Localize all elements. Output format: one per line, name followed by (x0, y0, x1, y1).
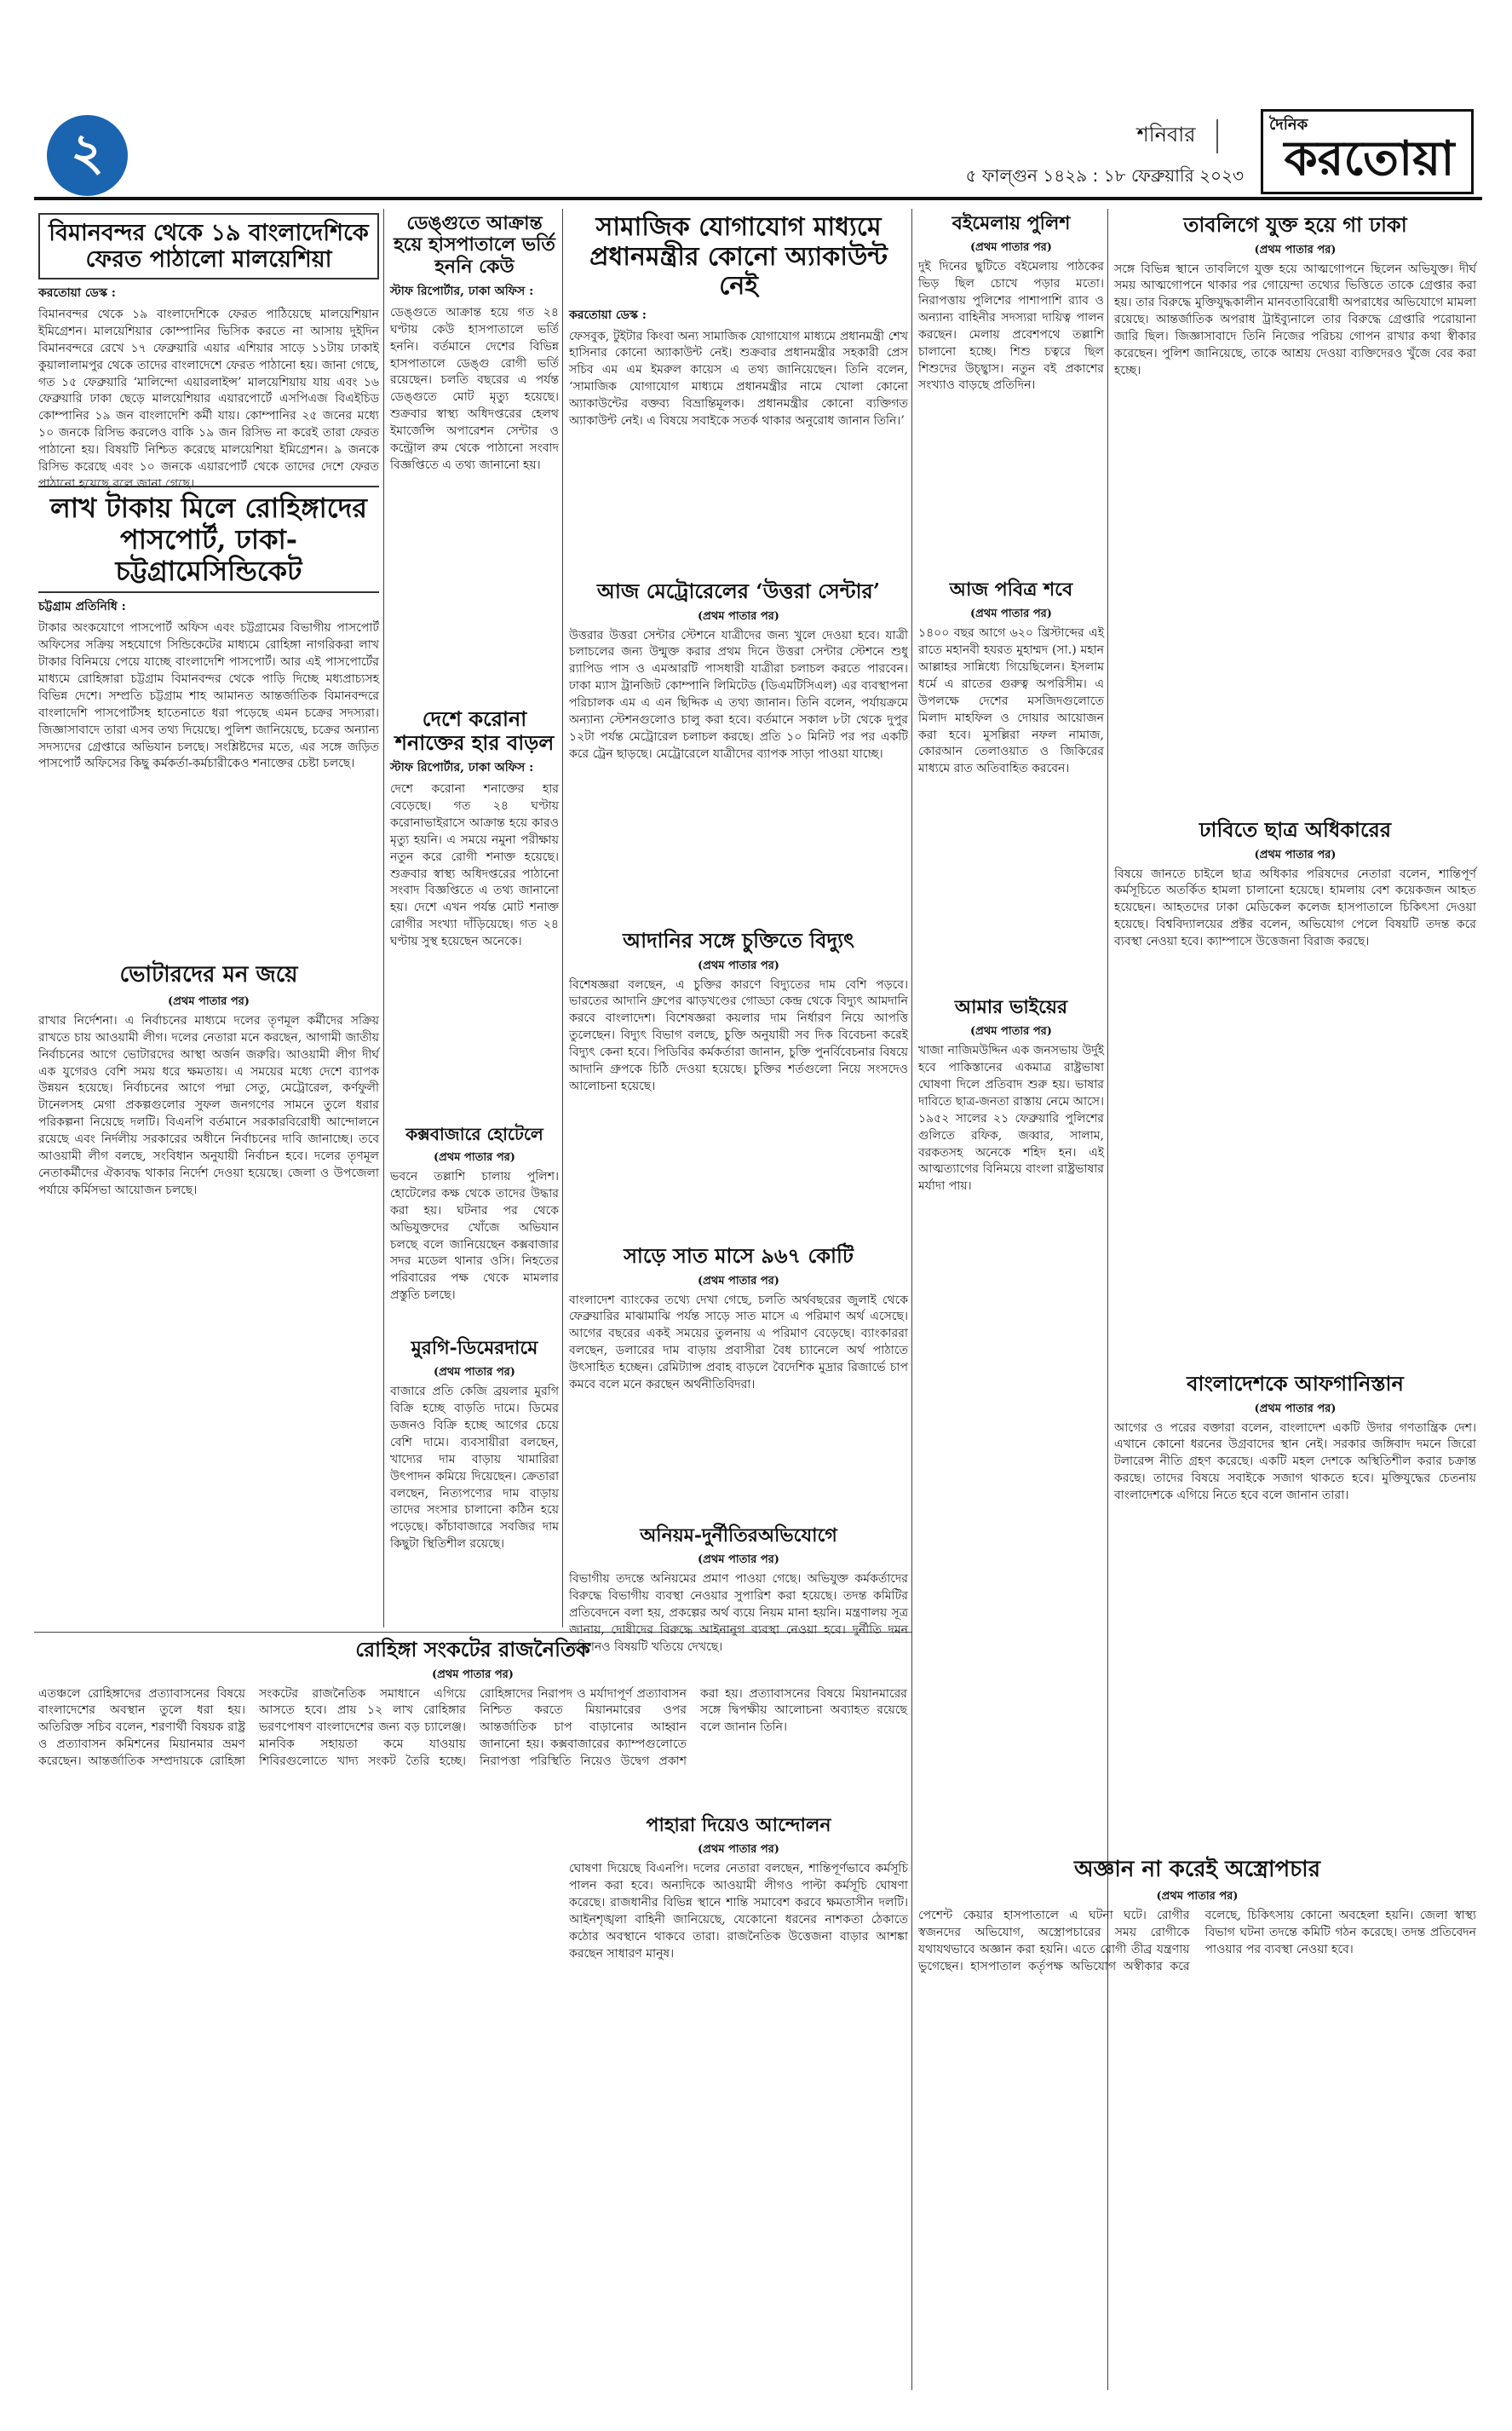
masthead-date: ৫ ফাল্গুন ১৪২৯ : ১৮ ফেব্রুয়ারি ২০২৩ (965, 165, 1244, 186)
article-byline: চট্টগ্রাম প্রতিনিধি : (38, 600, 126, 614)
article-headline: বিমানবন্দর থেকে ১৯ বাংলাদেশিকে ফেরত পাঠালো মালয়েশিয়া (38, 213, 379, 279)
article-body: পেশেন্ট কেয়ার হাসপাতালে এ ঘটনা ঘটে। রোগীর স্বজনদের অভিযোগ, অস্ত্রোপচারের সময় রোগীকে যথাযথভাবে অজ্ঞান করা হয়নি। এতে রোগী তীব্র যন্ত্রণায় ভুগেছেন। হাসপাতাল কর্তৃপক্ষ অভিযোগ অস্বীকার করে বলেছে, চিকিৎসায় কোনো অবহেলা হয়নি। জেলা স্বাস্থ্য বিভাগ ঘটনা তদন্তে কমিটি গঠন করেছে। তদন্ত প্রতিবেদন পাওয়ার পর ব্যবস্থা নেওয়া হবে। (918, 1908, 1476, 1973)
article-chicken-egg (390, 1338, 559, 1627)
article-headline: আজ মেট্রোরেলের ‘উত্তরা সেন্টার’ (596, 579, 881, 603)
article-surgery (918, 1858, 1476, 2386)
article-continued: (প্রথম পাতার পর) (698, 609, 779, 623)
article-body: দুই দিনের ছুটিতে বইমেলায় পাঠকের ভিড় ছিল চোখে পড়ার মতো। নিরাপত্তায় পুলিশের পাশাপাশি র‍্যাব ও অন্যান্য বাহিনীর সদস্যরা দায়িত্ব পালন করছেন। মেলায় প্রবেশপথে তল্লাশি চালানো হচ্ছে। শিশু চত্বরে ছিল শিশুদের উচ্ছ্বাস। নতুন বই প্রকাশের সংখ্যাও বাড়ছে প্রতিদিন। (918, 260, 1104, 393)
article-afghanistan (1114, 1372, 1476, 1849)
article-headline: বইমেলায় পুলিশ (951, 212, 1071, 234)
article-malaysia (38, 213, 379, 491)
article-amar-bhaier (918, 997, 1104, 1517)
article-shab-e-meraj (918, 579, 1104, 988)
article-body: ভবনে তল্লাশি চালায় পুলিশ। হোটেলের কক্ষ থেকে তাদের উদ্ধার করা হয়। ঘটনার পর থেকে অভিযুক্তদের খোঁজে অভিযান চলছে বলে জানিয়েছেন কক্সবাজার সদর মডেল থানার ওসি। নিহতের পরিবারের পক্ষ থেকে মামলার প্রস্তুতি চলছে। (390, 1170, 559, 1303)
article-du-student-rights (1114, 818, 1476, 1363)
page-number: ২ (47, 115, 128, 196)
article-body: ঘোষণা দিয়েছে বিএনপি। দলের নেতারা বলছেন, শান্তিপূর্ণভাবে কর্মসূচি পালন করা হবে। অন্যদিকে আওয়ামী লীগও পাল্টা কর্মসূচি ঘোষণা করেছে। রাজধানীর বিভিন্ন স্থানে শান্তি সমাবেশ করবে ক্ষমতাসীন দলটি। আইনশৃঙ্খলা বাহিনী জানিয়েছে, যেকোনো ধরনের নাশকতা ঠেকাতে কঠোর অবস্থানে থাকবে তারা। রাজনৈতিক উত্তেজনা বাড়ার আশঙ্কা করছেন সাধারণ মানুষ। (569, 1862, 908, 1961)
article-headline: ডেঙ্গুতে আক্রান্ত হয়ে হাসপাতালে ভর্তি হননি কেউ (394, 212, 555, 278)
article-body: উত্তরার উত্তরা সেন্টার স্টেশনে যাত্রীদের জন্য খুলে দেওয়া হবে। যাত্রী চলাচলের জন্য উন্মুক্ত করার প্রথম দিনে উত্তরা সেন্টার স্টেশনে শুধু র‍্যাপিড পাস ও এমআরটি পাসধারী যাত্রীরা চলাচল করতে পারবেন। ঢাকা ম্যাস ট্রানজিট কোম্পানি লিমিটেড (ডিএমটিসিএল) এর ব্যবস্থাপনা পরিচালক এম এ এন ছিদ্দিক এ তথ্য জানান। তিনি বলেন, পর্যায়ক্রমে অন্যান্য স্টেশনগুলোও চালু করা হবে। বর্তমানে সকাল ৮টা থেকে দুপুর ১২টা পর্যন্ত মেট্রোরেল চলাচল করছে। প্রতি ১০ মিনিট পর পর একটি করে ট্রেন ছাড়ছে। মেট্রোরেলে যাত্রীদের ব্যাপক সাড়া পাওয়া যাচ্ছে। (569, 628, 908, 761)
article-bookfair (918, 213, 1104, 571)
article-body: দেশে করোনা শনাক্তের হার বেড়েছে। গত ২৪ ঘণ্টায় করোনাভাইরাসে আক্রান্ত হয়ে কারও মৃত্যু হয়নি। এ সময়ে নমুনা পরীক্ষায় নতুন করে রোগী শনাক্ত হয়েছে। শুক্রবার স্বাস্থ্য অধিদপ্তরের পাঠানো সংবাদ বিজ্ঞপ্তিতে এ তথ্য জানানো হয়। দেশে এখন পর্যন্ত মোট শনাক্ত রোগীর সংখ্যা দাঁড়িয়েছে। গত ২৪ ঘণ্টায় সুস্থ হয়েছেন অনেকে। (390, 782, 559, 949)
article-headline: বাংলাদেশকে আফগানিস্তান (1187, 1371, 1404, 1396)
article-headline: ভোটারদের মন জয়ে (119, 962, 298, 988)
article-headline: সাড়ে সাত মাসে ৯৬৭ কোটি (624, 1243, 854, 1268)
article-continued: (প্রথম পাতার পর) (698, 1553, 779, 1567)
article-byline: স্টাফ রিপোর্টার, ঢাকা অফিস : (390, 761, 534, 775)
article-body: বাজারে প্রতি কেজি ব্রয়লার মুরগি বিক্রি হচ্ছে বাড়তি দামে। ডিমের ডজনও বিক্রি হচ্ছে আগের চেয়ে বেশি দামে। ব্যবসায়ীরা বলছেন, খাদ্যের দাম বাড়ায় খামারিরা উৎপাদন কমিয়ে দিয়েছেন। ক্রেতারা বলছেন, নিত্যপণ্যের দাম বাড়ায় তাদের সংসার চালানো কঠিন হয়ে পড়েছে। কাঁচাবাজারে সবজির দাম কিছুটা স্থিতিশীল রয়েছে। (390, 1385, 559, 1552)
article-headline: অজ্ঞান না করেই অস্ত্রোপচার (1073, 1857, 1321, 1882)
article-headline: রোহিঙ্গা সংকটের রাজনৈতিক (355, 1637, 590, 1662)
article-continued: (প্রথম পাতার পর) (434, 1151, 515, 1164)
article-continued: (প্রথম পাতার পর) (970, 1025, 1052, 1039)
article-headline: দেশে করোনা শনাক্তের হার বাড়ল (394, 706, 555, 755)
article-continued: (প্রথম পাতার পর) (432, 1668, 514, 1681)
article-headline: আজ পবিত্র শবে (949, 579, 1073, 601)
article-headline: কক্সবাজারে হোটেলে (405, 1124, 543, 1144)
article-headline: লাখ টাকায় মিলে রোহিঙ্গাদের পাসপোর্ট, ঢাকা-চট্টগ্রামেসিন্ডিকেট (38, 486, 379, 593)
column-rule (383, 209, 384, 1627)
article-movement (569, 1815, 908, 2386)
article-continued: (প্রথম পাতার পর) (970, 608, 1052, 621)
article-corona (390, 707, 559, 1116)
article-metrorail (569, 579, 908, 920)
article-headline: সামাজিক যোগাযোগ মাধ্যমে প্রধানমন্ত্রীর কোনো অ্যাকাউন্ট নেই (589, 212, 888, 301)
article-continued: (প্রথম পাতার পর) (970, 241, 1052, 255)
article-continued: (প্রথম পাতার পর) (168, 994, 250, 1008)
article-byline: স্টাফ রিপোর্টার, ঢাকা অফিস : (390, 284, 534, 298)
article-headline: আদানির সঙ্গে চুক্তিতে বিদ্যুৎ (623, 928, 854, 953)
article-dengue (390, 213, 559, 699)
article-body: সঙ্গে বিভিন্ন স্থানে তাবলিগে যুক্ত হয়ে আত্মগোপনে ছিলেন অভিযুক্ত। দীর্ঘ সময় আত্মগোপনে থাকার পর গোয়েন্দা তথ্যের ভিত্তিতে তাকে গ্রেপ্তার করা হয়। তার বিরুদ্ধে মুক্তিযুদ্ধকালীন মানবতাবিরোধী অপরাধের অভিযোগে মামলা রয়েছে। আন্তর্জাতিক অপরাধ ট্রাইব্যুনালে তার বিরুদ্ধে গ্রেপ্তারি পরোয়ানা জারি ছিল। জিজ্ঞাসাবাদে তিনি নিজের পরিচয় গোপন রাখার কথা স্বীকার করেছেন। পুলিশ জানিয়েছে, তাকে আশ্রয় দেওয়া ব্যক্তিদেরও খুঁজে বের করা হচ্ছে। (1114, 262, 1476, 377)
article-headline: পাহারা দিয়েও আন্দোলন (646, 1814, 831, 1836)
article-headline: ঢাবিতে ছাত্র অধিকারের (1199, 817, 1392, 842)
article-byline: করতোয়া ডেস্ক : (569, 308, 647, 322)
article-voters (38, 963, 379, 1627)
article-headline: মুরগি-ডিমেরদামে (411, 1337, 538, 1359)
article-continued: (প্রথম পাতার পর) (698, 959, 779, 972)
article-headline: তাবলিগে যুক্ত হয়ে গা ঢাকা (1183, 212, 1407, 237)
article-corruption (569, 1525, 908, 1806)
column-rule (562, 209, 563, 1627)
article-coxsbazar (390, 1125, 559, 1329)
article-body: আগের ও পরের বক্তারা বলেন, বাংলাদেশ একটি উদার গণতান্ত্রিক দেশ। এখানে কোনো ধরনের উগ্রবাদের স্থান নেই। সরকার জঙ্গিবাদ দমনে জিরো টলারেন্স নীতি গ্রহণ করেছে। একটি মহল দেশকে অস্থিতিশীল করার চক্রান্ত করছে। তাদের বিষয়ে সবাইকে সজাগ থাকতে হবে। মুক্তিযুদ্ধের চেতনায় বাংলাদেশকে এগিয়ে নিতে হবে বলে জানান তারা। (1114, 1420, 1476, 1503)
article-body: বিমানবন্দর থেকে ১৯ বাংলাদেশিকে ফেরত পাঠিয়েছে মালয়েশিয়ান ইমিগ্রেশন। মালয়েশিয়ার কোম্পানির ভিসিক করতে না আসায় দুইদিন বিমানবন্দরে রেখে ১৭ ফেব্রুয়ারি এয়ার এশিয়ার সাড়ে ১১টায় ঢাকাই কুয়ালালামপুর থেকে তাদের বাংলাদেশে ফেরত পাঠানো হয়। জানা গেছে, গত ১৫ ফেব্রুয়ারি ‘মালিন্দো এয়ারলাইন্স’ মালয়েশিয়ায় যায় এবং ১৬ ফেব্রুয়ারি ঢাকা ছেড়ে মালয়েশিয়ার এয়ারপোর্টে এসপিএজ বিএইচিড কোম্পানির ১৯ জন বাংলাদেশি কর্মী যায়। কোম্পানির ২৫ জনের মধ্যে ১০ জনকে রিসিভ করলেও বাকি ১৯ জন রিসিভ না করেই তারা ফেরত পাঠানো হয়। বিষয়টি নিশ্চিত করেছে মালয়েশিয়া ইমিগ্রেশন। ৯ জনকে রিসিভ করেছে এবং ১০ জনকে এয়ারপোর্ট থেকে তাদের দেশে ফেরত পাঠানো হয়েছে বলে জানা গেছে। (38, 308, 379, 491)
article-headline: অনিয়ম-দুর্নীতিরঅভিযোগে (640, 1524, 837, 1547)
article-body: বিষয়ে জানতে চাইলে ছাত্র অধিকার পরিষদের নেতারা বলেন, শান্তিপূর্ণ কর্মসূচিতে অতর্কিত হামলা চালানো হয়েছে। হামলায় বেশ কয়েকজন আহত হয়েছেন। আহতদের ঢাকা মেডিকেল কলেজ হাসপাতালে চিকিৎসা দেওয়া হয়েছে। বিশ্ববিদ্যালয়ের প্রক্টর বলেন, অভিযোগ পেলে বিষয়টি তদন্ত করে ব্যবস্থা নেওয়া হবে। ক্যাম্পাসে উত্তেজনা বিরাজ করছে। (1114, 867, 1476, 949)
article-continued: (প্রথম পাতার পর) (698, 1843, 779, 1857)
article-continued: (প্রথম পাতার পর) (1254, 1402, 1337, 1415)
article-body: ১৪০০ বছর আগে ৬২০ খ্রিস্টাব্দের এই রাতে মহানবী হযরত মুহাম্মদ (সা.) মহান আল্লাহর সান্নিধ্যে গিয়েছিলেন। ইসলাম ধর্মে এ রাতের গুরুত্ব অপরিসীম। এ উপলক্ষে দেশের মসজিদগুলোতে মিলাদ মাহফিল ও দোয়ার আয়োজন করা হবে। মুসল্লিরা নফল নামাজ, কোরআন তেলাওয়াত ও জিকিরের মাধ্যমে রাত অতিবাহিত করবেন। (918, 626, 1104, 776)
article-body: ফেসবুক, টুইটার কিংবা অন্য সামাজিক যোগাযোগ মাধ্যমে প্রধানমন্ত্রী শেখ হাসিনার কোনো অ্যাকাউন্ট নেই। শুক্রবার প্রধানমন্ত্রীর সহকারী প্রেস সচিব এম এম ইমরুল কায়েস এ তথ্য জানিয়েছেন। তিনি বলেন, ‘সামাজিক যোগাযোগ মাধ্যমে প্রধানমন্ত্রীর নামে খোলা কোনো অ্যাকাউন্টের বক্তব্য বিভ্রান্তিমূলক। প্রধানমন্ত্রীর কোনো ব্যক্তিগত অ্যাকাউন্ট নেই। এ বিষয়ে সবাইকে সতর্ক থাকার অনুরোধ জানান তিনি।’ (569, 329, 908, 428)
article-headline: আমার ভাইয়ের (954, 996, 1068, 1018)
article-rohingya-passport (38, 486, 379, 959)
article-body: বাংলাদেশ ব্যাংকের তথ্যে দেখা গেছে, চলতি অর্থবছরের জুলাই থেকে ফেব্রুয়ারির মাঝামাঝি পর্যন্ত সাড়ে সাত মাসে এ পরিমাণ অর্থ এসেছে। আগের বছরের একই সময়ের তুলনায় এ পরিমাণ বেড়েছে। ব্যাংকাররা বলছেন, ডলারের দাম বাড়ায় প্রবাসীরা বৈধ চ্যানেলে অর্থ পাঠাতে উৎসাহিত হচ্ছেন। রেমিট্যান্স প্রবাহ বাড়লে বৈদেশিক মুদ্রার রিজার্ভে চাপ কমবে বলে মনে করছেন অর্থনীতিবিদরা। (569, 1293, 908, 1391)
article-967-crore (569, 1244, 908, 1517)
article-body: এতঞ্চলে রোহিঙ্গাদের প্রত্যাবাসনের বিষয়ে বাংলাদেশের অবস্থান তুলে ধরা হয়। অতিরিক্ত সচিব বলেন, শরণার্থী বিষয়ক রাষ্ট্র ও প্রত্যাবাসন কমিশনের মিয়ানমার ভ্রমণ করেছেন। আন্তর্জাতিক সম্প্রদায়কে রোহিঙ্গা সংকটের রাজনৈতিক সমাধানে এগিয়ে আসতে হবে। প্রায় ১২ লাখ রোহিঙ্গার ভরণপোষণ বাংলাদেশের জন্য বড় চ্যালেঞ্জ। মানবিক সহায়তা কমে যাওয়ায় শিবিরগুলোতে খাদ্য সংকট তৈরি হচ্ছে। রোহিঙ্গাদের নিরাপদ ও মর্যাদাপূর্ণ প্রত্যাবাসন নিশ্চিত করতে মিয়ানমারের ওপর আন্তর্জাতিক চাপ বাড়ানোর আহ্বান জানানো হয়। কক্সবাজারের ক্যাম্পগুলোতে নিরাপত্তা পরিস্থিতি নিয়েও উদ্বেগ প্রকাশ করা হয়। প্রত্যাবাসনের বিষয়ে মিয়ানমারের সঙ্গে দ্বিপক্ষীয় আলোচনা অব্যাহত রয়েছে বলে জানান তিনি। (38, 1686, 907, 1769)
article-continued: (প্রথম পাতার পর) (698, 1274, 779, 1288)
article-continued: (প্রথম পাতার পর) (1156, 1889, 1239, 1903)
logo-main-text: করতোয়া (1284, 130, 1455, 187)
article-body: বিশেষজ্ঞরা বলছেন, এ চুক্তির কারণে বিদ্যুতের দাম বেশি পড়বে। ভারতের আদানি গ্রুপের ঝাড়খণ্ডের গোড্ডা কেন্দ্র থেকে বিদ্যুৎ আমদানি করবে বাংলাদেশ। বিশেষজ্ঞরা কয়লার দাম নির্ধারণ নিয়ে আপত্তি তুলেছেন। বিদ্যুৎ বিভাগ বলছে, চুক্তি অনুযায়ী সব দিক বিবেচনা করেই বিদ্যুৎ কেনা হবে। পিডিবির কর্মকর্তারা জানান, চুক্তি পুনর্বিবেচনার বিষয়ে আদানি গ্রুপকে চিঠি দেওয়া হয়েছে। চুক্তির শর্তগুলো নিয়ে সংসদেও আলোচনা হয়েছে। (569, 977, 908, 1093)
column-rule (911, 209, 912, 2390)
article-pm-social-media (569, 213, 908, 571)
article-body: টাকার অংকযোগে পাসপোর্ট অফিস এবং চট্টগ্রামের বিভাগীয় পাসপোর্ট অফিসের সক্রিয় সহযোগে সিন্ডিকেটের মাধ্যমে রোহিঙ্গা নাগরিকরা লাখ টাকার বিনিময়ে পেয়ে যাচ্ছে বাংলাদেশি পাসপোর্ট। আর এই পাসপোর্টের মাধ্যমে রোহিঙ্গারা চট্টগ্রাম বিমানবন্দর থেকে পাড়ি দিচ্ছে মধ্যপ্রাচ্যসহ বিভিন্ন দেশে। সম্প্রতি চট্টগ্রাম শাহ আমানত আন্তর্জাতিক বিমানবন্দরে বাংলাদেশি পাসপোর্টসহ হাতেনাতে ধরা পড়েছে এমন চক্রের সদস্যরা। জিজ্ঞাসাবাদে তারা এসব তথ্য দিয়েছে। পুলিশ জানিয়েছে, চক্রের অন্যান্য সদস্যদের গ্রেপ্তারে অভিযান চলছে। সংশ্লিষ্টদের মতে, এর সঙ্গে জড়িত পাসপোর্ট অফিসের কিছু কর্মকর্তা-কর্মচারীকেও শনাক্তের চেষ্টা চলছে। (38, 621, 379, 771)
article-body: ডেঙ্গুতে আক্রান্ত হয়ে গত ২৪ ঘণ্টায় কেউ হাসপাতালে ভর্তি হননি। বর্তমানে দেশের বিভিন্ন হাসপাতালে ডেঙ্গু রোগী ভর্তি রয়েছেন। চলতি বছরের এ পর্যন্ত ডেঙ্গুতে মোট মৃত্যু হয়েছে। শুক্রবার স্বাস্থ্য অধিদপ্তরের হেলথ ইমার্জেন্সি অপারেশন সেন্টার ও কন্ট্রোল রুম থেকে পাঠানো সংবাদ বিজ্ঞপ্তিতে এ তথ্য জানানো হয়। (390, 305, 559, 472)
logo-small-text: দৈনিক (1269, 116, 1308, 134)
article-adani (569, 929, 908, 1236)
article-continued: (প্রথম পাতার পর) (1254, 243, 1337, 256)
article-continued: (প্রথম পাতার পর) (1254, 848, 1337, 861)
article-byline: করতোয়া ডেস্ক : (38, 286, 116, 301)
article-body: খাজা নাজিমউদ্দিন এক জনসভায় উর্দুই হবে পাকিস্তানের একমাত্র রাষ্ট্রভাষা ঘোষণা দিলে প্রতিবাদ শুরু হয়। ভাষার দাবিতে ছাত্র-জনতা রাস্তায় নেমে আসে। ১৯৫২ সালের ২১ ফেব্রুয়ারি পুলিশের গুলিতে রফিক, জব্বার, সালাম, বরকতসহ অনেকে শহিদ হন। এই আত্মত্যাগের বিনিময়ে বাংলা রাষ্ট্রভাষার মর্যাদা পায়। (918, 1044, 1104, 1194)
article-body: বিভাগীয় তদন্তে অনিয়মের প্রমাণ পাওয়া গেছে। অভিযুক্ত কর্মকর্তাদের বিরুদ্ধে বিভাগীয় ব্যবস্থা নেওয়ার সুপারিশ করা হয়েছে। তদন্ত কমিটির প্রতিবেদনে বলা হয়, প্রকল্পের অর্থ ব্যয়ে নিয়ম মানা হয়নি। মন্ত্রণালয় সূত্র জানায়, দোষীদের বিরুদ্ধে আইনানুগ ব্যবস্থা নেওয়া হবে। দুর্নীতি দমন কমিশনও বিষয়টি খতিয়ে দেখছে। (569, 1572, 908, 1654)
article-body: রাখার নির্দেশনা। এ নির্বাচনের মাধ্যমে দলের তৃণমূল কর্মীদের সক্রিয় রাখতে চায় আওয়ামী লীগ। দলের নেতারা মনে করছেন, আগামী জাতীয় নির্বাচনের আগে ভোটারদের আস্থা অর্জন জরুরি। আওয়ামী লীগ দীর্ঘ এক যুগেরও বেশি সময় ধরে ক্ষমতায়। এ সময়ের মধ্যে দেশে ব্যাপক উন্নয়ন হয়েছে। নির্বাচনের আগে পদ্মা সেতু, মেট্রোরেল, কর্ণফুলী টানেলসহ মেগা প্রকল্পগুলোর সুফল জনগণের সামনে তুলে ধরার পরিকল্পনা নিয়েছে দলটি। বিএনপি বর্তমানে সরকারবিরোধী আন্দোলনে রয়েছে এবং নির্দলীয় সরকারের অধীনে নির্বাচনের দাবি জানাচ্ছে। তবে আওয়ামী লীগ বলছে, সংবিধান অনুযায়ী নির্বাচন হবে। দলের তৃণমূল নেতাকর্মীদের ঐক্যবদ্ধ থাকার নির্দেশ দেওয়া হয়েছে। জেলা ও উপজেলা পর্যায়ে কর্মিসভা আয়োজন চলছে। (38, 1013, 379, 1197)
article-tablig (1114, 213, 1476, 809)
article-continued: (প্রথম পাতার পর) (434, 1366, 515, 1380)
masthead-day: শনিবার (1116, 119, 1218, 153)
